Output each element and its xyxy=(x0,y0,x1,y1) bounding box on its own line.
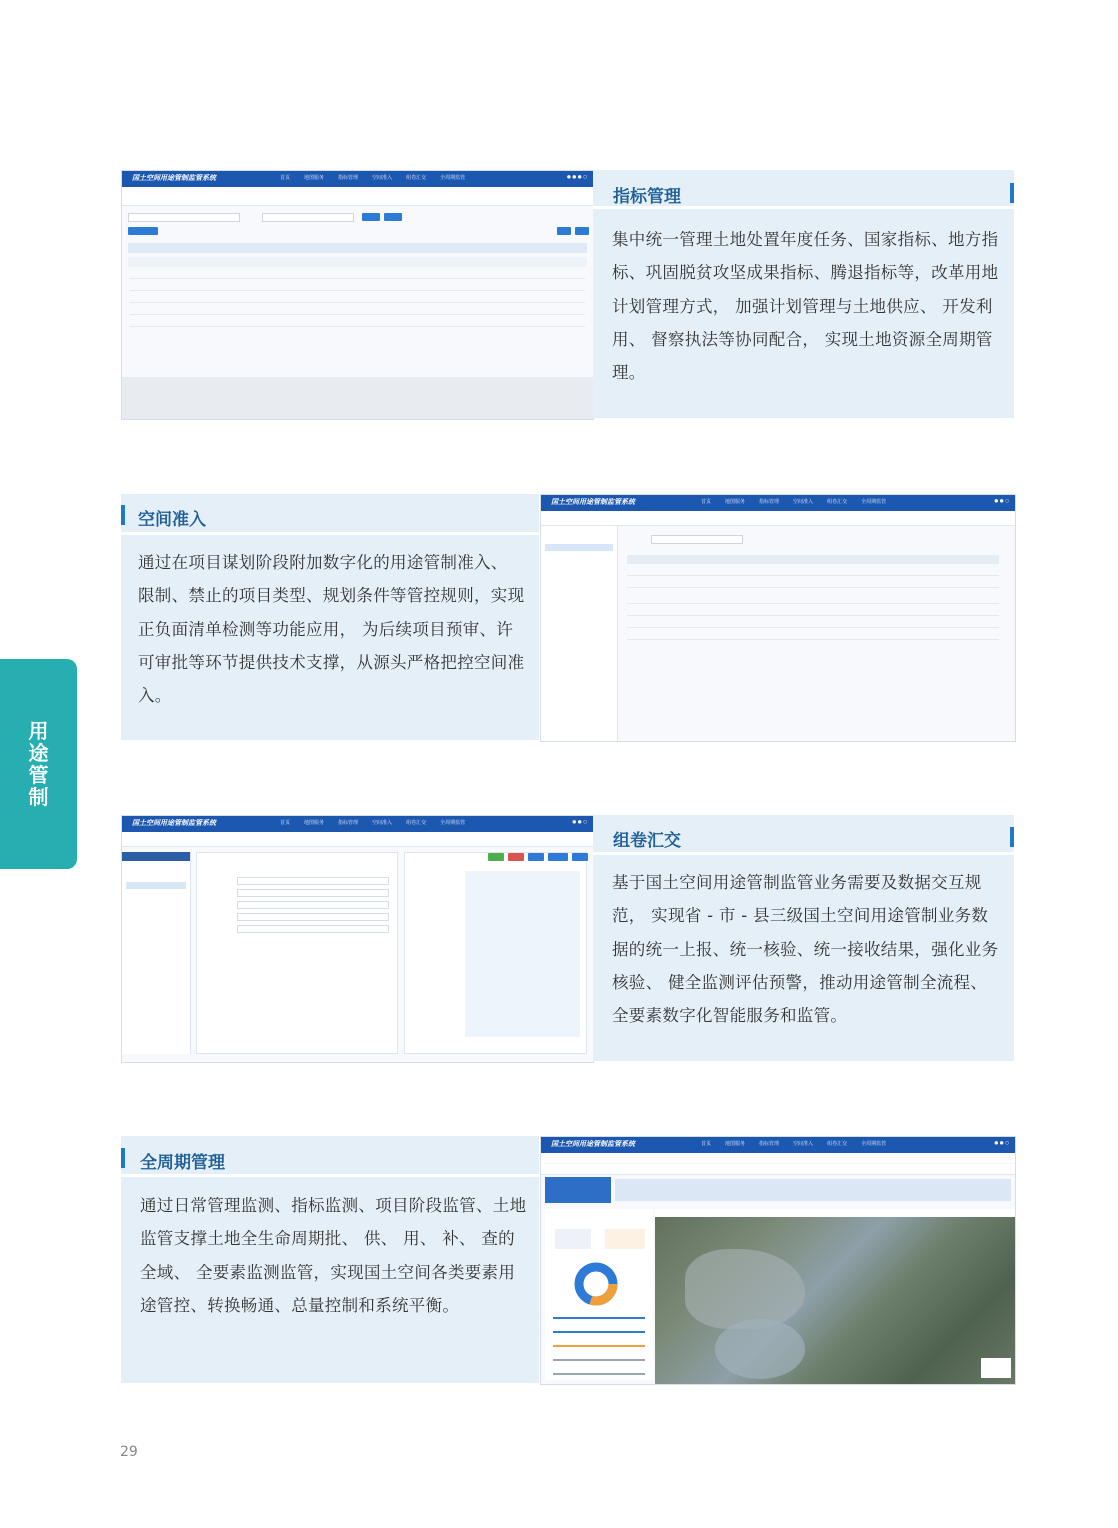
export-button[interactable] xyxy=(575,227,589,235)
user-menu[interactable]: ● ● ○ xyxy=(994,1141,1009,1146)
user-menu[interactable]: ● ● ○ xyxy=(994,499,1009,504)
reset-button[interactable] xyxy=(384,213,402,221)
section-description: 集中统一管理土地处置年度任务、国家指标、地方指标、巩固脱贫攻坚成果指标、腾退指标等，改革用地计划管理方式， 加强计划管理与土地供应、 开发利用、 督察执法等协同配合， 实现土地资源全周期管理。 xyxy=(612,230,999,383)
action-button[interactable] xyxy=(508,853,524,861)
system-header-bar: 国土空间用途管制监管系统 首页 地图服务 指标管理 空间准入 组卷汇交 全周期监管 ● ● ○ xyxy=(541,495,1015,511)
system-header-bar: 国土空间用途管制监管系统 首页 地图服务 指标管理 空间准入 组卷汇交 全周期监管 ● ● ○ xyxy=(541,1137,1015,1153)
user-menu[interactable]: ● ● ○ xyxy=(572,820,587,825)
title-divider xyxy=(121,1174,539,1177)
system-header-bar xyxy=(122,171,593,187)
system-nav: 首页 地图服务 指标管理 空间准入 组卷汇交 全周期监管 xyxy=(280,820,466,826)
search-button[interactable] xyxy=(362,213,380,221)
section-description: 基于国土空间用途管制监管业务需要及数据交互规范， 实现省 - 市 - 县三级国土空间用途管制业务数据的统一上报、统一核验、统一接收结果，强化业务核验、 健全监测评估预警，推动用途管制全流程、全要素数字化智能服务和监管。 xyxy=(612,873,999,1026)
task-sidebar xyxy=(122,852,191,1054)
title-divider xyxy=(593,852,1014,855)
dashboard-panel xyxy=(545,1209,653,1380)
action-button[interactable] xyxy=(528,853,544,861)
stage-progress-strip xyxy=(615,1179,1011,1201)
satellite-map[interactable] xyxy=(655,1209,1015,1384)
user-menu[interactable]: ● ● ● ○ xyxy=(567,175,587,180)
title-accent-bar xyxy=(121,1148,125,1168)
title-accent-bar xyxy=(1010,183,1014,203)
review-panel xyxy=(404,852,587,1054)
business-category-sidebar xyxy=(541,526,618,741)
section-description: 通过在项目谋划阶段附加数字化的用途管制准入、 限制、禁止的项目类型、规划条件等管控规则，实现正负面清单检测等功能应用， 为后续项目预审、许可审批等环节提供技术支撑，从源头严格把控空间准入。 xyxy=(138,553,525,706)
system-nav: 首页 地图服务 指标管理 空间准入 组卷汇交 全周期监管 xyxy=(280,175,466,181)
map-legend xyxy=(981,1358,1011,1378)
system-title: 国土空间用途管制监管系统 xyxy=(132,174,216,182)
action-button[interactable] xyxy=(572,853,588,861)
screenshot-spatial-access xyxy=(540,494,1016,742)
section-title: 空间准入 xyxy=(138,510,206,530)
action-button[interactable] xyxy=(488,853,504,861)
add-button[interactable] xyxy=(128,227,158,235)
title-accent-bar xyxy=(1010,827,1014,847)
screenshot-indicator-management xyxy=(121,170,594,420)
donut-chart xyxy=(573,1261,619,1307)
action-button[interactable] xyxy=(548,853,568,861)
title-divider xyxy=(121,532,539,535)
summary-card xyxy=(545,1177,611,1203)
section-title: 组卷汇交 xyxy=(613,831,681,851)
side-category-label: 用途管制 xyxy=(28,719,49,809)
system-header-bar: 国土空间用途管制监管系统 首页 地图服务 指标管理 空间准入 组卷汇交 全周期监管 ● ● ○ xyxy=(122,816,593,832)
system-nav: 首页 地图服务 指标管理 空间准入 组卷汇交 全周期监管 xyxy=(701,499,887,505)
project-form xyxy=(196,852,398,1054)
section-title: 指标管理 xyxy=(613,187,681,207)
section-description: 通过日常管理监测、指标监测、项目阶段监管、土地监管支撑土地全生命周期批、 供、 用、 补、 查的全域、 全要素监测监管，实现国土空间各类要素用途管控、转换畅通、总量控制和系统平衡。 xyxy=(140,1196,527,1315)
screenshot-full-cycle-management xyxy=(540,1136,1016,1385)
section-title: 全周期管理 xyxy=(140,1153,225,1173)
page-number: 29 xyxy=(120,1444,138,1460)
import-button[interactable] xyxy=(557,227,571,235)
system-nav: 首页 地图服务 指标管理 空间准入 组卷汇交 全周期监管 xyxy=(701,1141,887,1147)
title-accent-bar xyxy=(121,505,125,525)
screenshot-volume-submission xyxy=(121,815,594,1063)
